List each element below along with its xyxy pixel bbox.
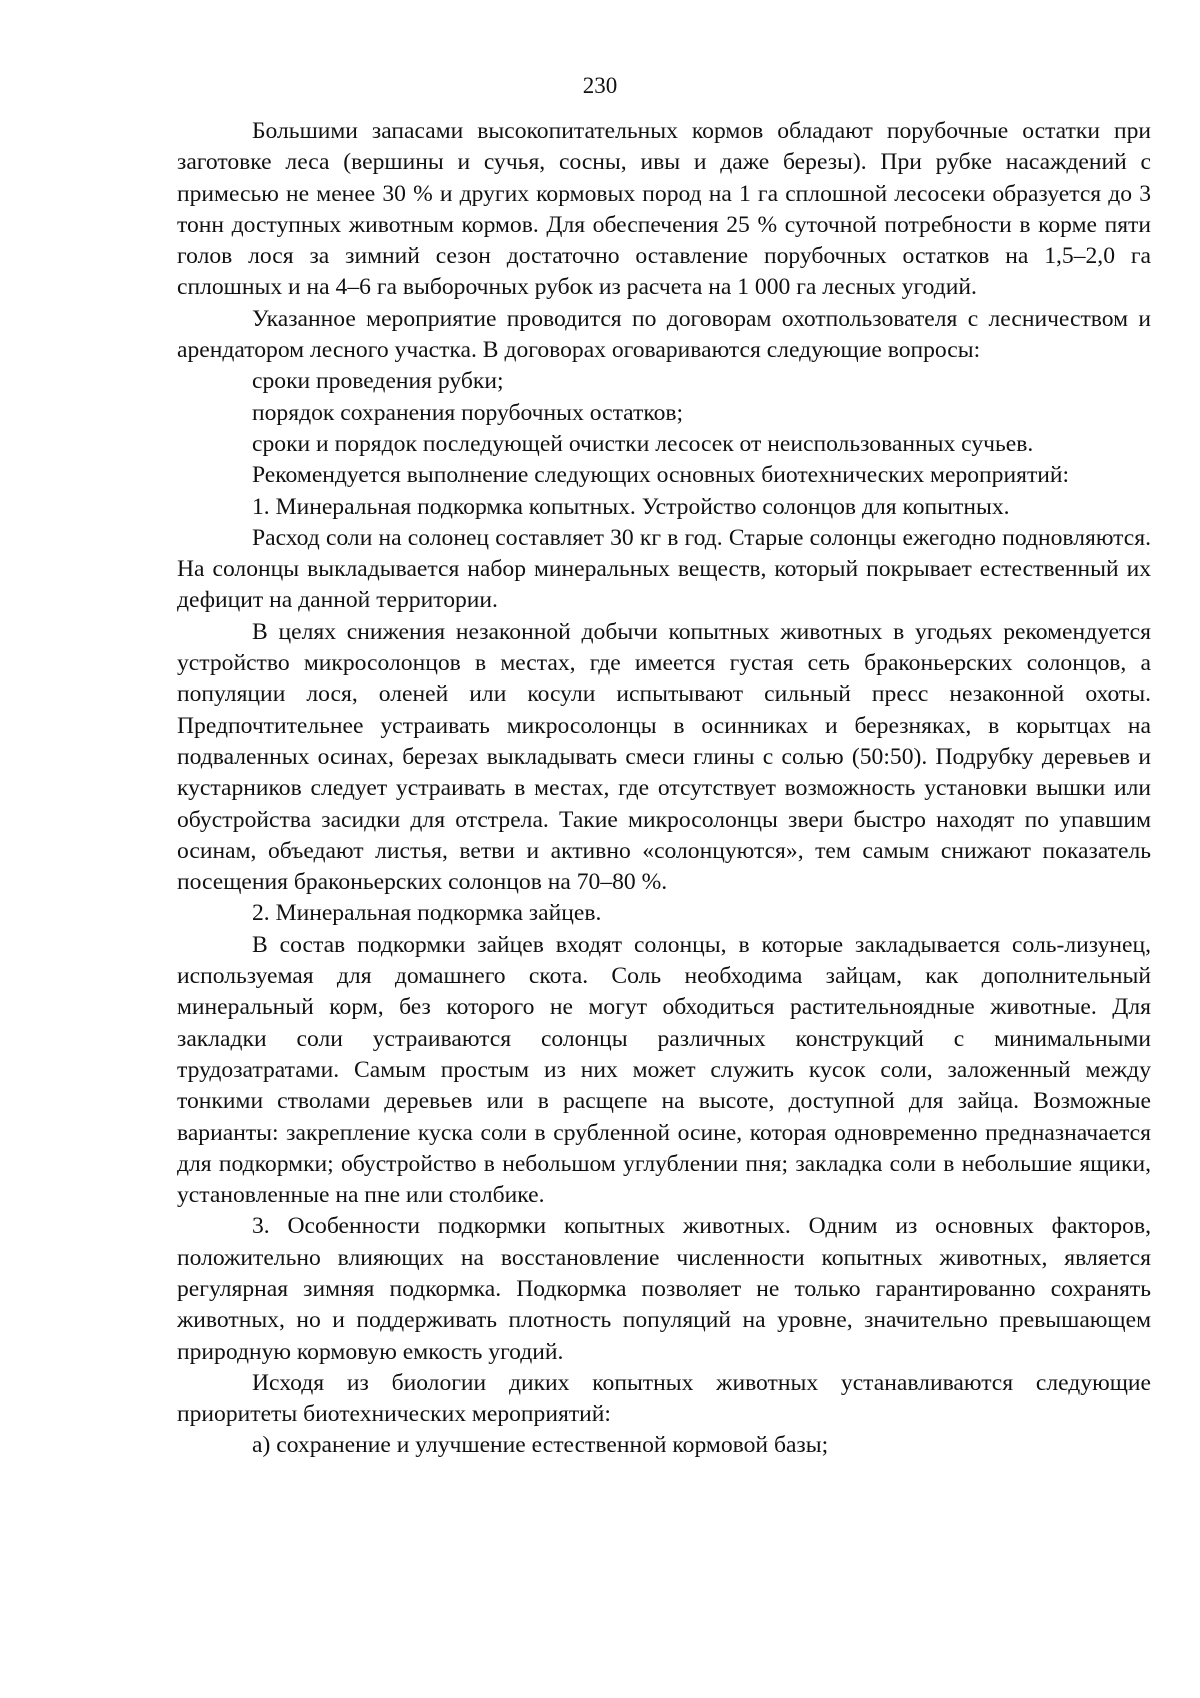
page-number: 230 xyxy=(582,73,618,98)
list-item-cleanup-order: сроки и порядок последующей очистки лесосек от неиспользованных сучьев. xyxy=(252,430,1034,457)
paragraph-salt-consumption: Расход соли на солонец составляет 30 кг в год. Старые солонцы ежегодно подновляются. На солонцы выкладывается набор минеральных веществ, который покрывает естественный их дефицит на данной территории. xyxy=(177,524,1151,614)
list-item-residue-preservation: порядок сохранения порубочных остатков; xyxy=(252,399,684,426)
paragraph-micro-salt-licks: В целях снижения незаконной добычи копытных животных в угодьях рекомендуется устройство микросолонцов в местах, где имеется густая сеть браконьерских солонцов, а популяции лося, оленей или косули испытывают сильный пресс незаконной охоты. Предпочтительнее устраивать микросолонцы в осинниках и березняках, в корытцах на подваленных осинах, березах выкладывать смеси глины с солью (50:50). Подрубку деревьев и кустарников следует устраивать в местах, где отсутствует возможность установки вышки или обустройства засидки для отстрела. Такие микросолонцы звери быстро находят по упавшим осинам, объедают листья, ветви и активно «солонцуются», тем самым снижают показатель посещения браконьерских солонцов на 70–80 %. xyxy=(177,618,1151,896)
list-item-felling-dates: сроки проведения рубки; xyxy=(252,368,504,395)
list-item-natural-food-base: а) сохранение и улучшение естественной кормовой базы; xyxy=(252,1432,829,1459)
heading-ungulate-mineral-feeding: 1. Минеральная подкормка копытных. Устройство солонцов для копытных. xyxy=(252,493,1010,520)
document-body xyxy=(177,116,1151,1462)
paragraph-contracts: Указанное мероприятие проводится по договорам охотпользователя с лесничеством и арендатором лесного участка. В договорах оговариваются следующие вопросы: xyxy=(177,305,1151,364)
paragraph-recommended-measures: Рекомендуется выполнение следующих основных биотехнических мероприятий: xyxy=(252,462,1070,489)
paragraph-priorities: Исходя из биологии диких копытных животных устанавливаются следующие приоритеты биотехнических мероприятий: xyxy=(177,1369,1151,1428)
paragraph-hare-salt-licks: В состав подкормки зайцев входят солонцы, в которые закладывается соль-лизунец, используемая для домашнего скота. Соль необходима зайцам, как дополнительный минеральный корм, без которого не могут обходиться растительноядные животные. Для закладки соли устраиваются солонцы различных конструкций с минимальными трудозатратами. Самым простым из них может служить кусок соли, заложенный между тонкими стволами деревьев или в расщепе на высоте, доступной для зайца. Возможные варианты: закрепление куска соли в срубленной осине, которая одновременно предназначается для подкормки; обустройство в небольшом углублении пня; закладка соли в небольшие ящики, установленные на пне или столбике. xyxy=(177,931,1151,1209)
paragraph-ungulate-winter-feeding: 3. Особенности подкормки копытных животных. Одним из основных факторов, положительно влияющих на восстановление численности копытных животных, является регулярная зимняя подкормка. Подкормка позволяет не только гарантированно сохранять животных, но и поддерживать плотность популяций на уровне, значительно превышающем природную кормовую емкость угодий. xyxy=(177,1213,1151,1365)
paragraph-forest-residues: Большими запасами высокопитательных кормов обладают порубочные остатки при заготовке леса (вершины и сучья, сосны, ивы и даже березы). При рубке насаждений с примесью не менее 30 % и других кормовых пород на 1 га сплошной лесосеки образуется до 3 тонн доступных животным кормов. Для обеспечения 25 % суточной потребности в корме пяти голов лося за зимний сезон достаточно оставление порубочных остатков на 1,5–2,0 га сплошных и на 4–6 га выборочных рубок из расчета на 1 000 га лесных угодий. xyxy=(177,118,1151,301)
heading-hare-mineral-feeding: 2. Минеральная подкормка зайцев. xyxy=(252,900,602,927)
